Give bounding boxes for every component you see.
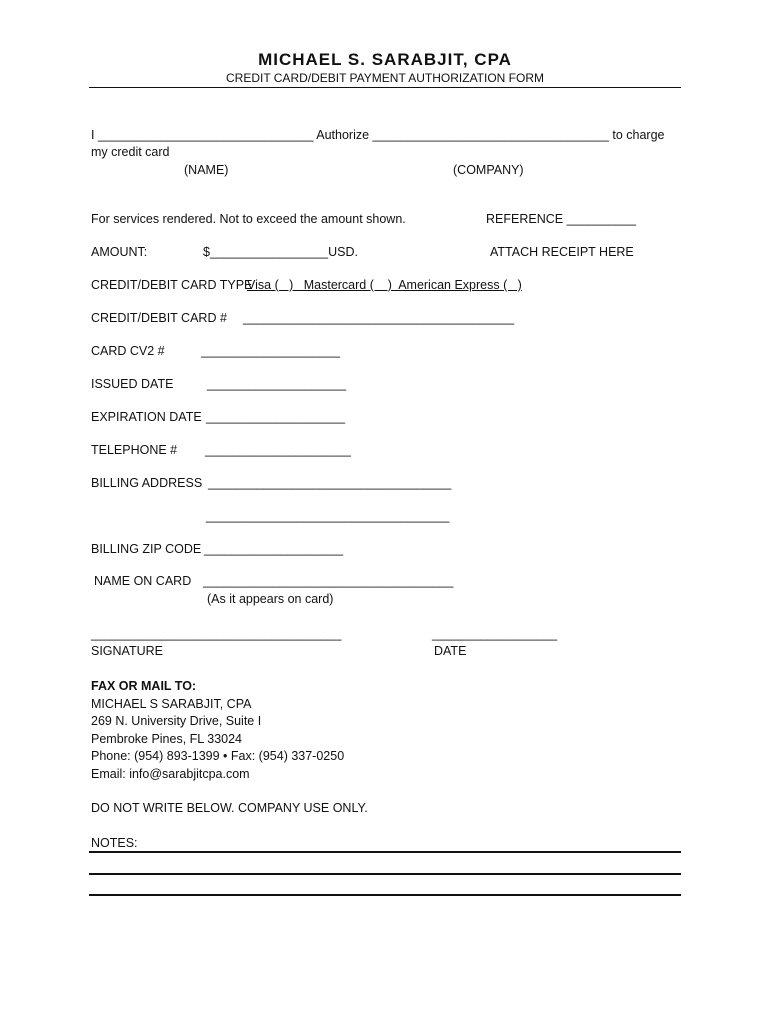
- amount-field[interactable]: $_________________USD.: [203, 245, 358, 259]
- authorization-continuation: my credit card: [91, 145, 170, 159]
- form-subtitle: CREDIT CARD/DEBIT PAYMENT AUTHORIZATION FORM: [225, 71, 545, 85]
- card-type-options[interactable]: Visa ( ) Mastercard ( ) American Express ( ): [247, 278, 522, 292]
- header-divider: [89, 87, 681, 88]
- issued-date-field[interactable]: ____________________: [207, 377, 347, 391]
- notes-line-3[interactable]: [89, 894, 681, 896]
- notes-line-1[interactable]: [89, 851, 681, 853]
- notes-line-2[interactable]: [89, 873, 681, 875]
- contact-city: Pembroke Pines, FL 33024: [91, 732, 243, 746]
- billing-address-label: BILLING ADDRESS: [91, 476, 203, 490]
- date-field[interactable]: __________________: [432, 627, 558, 641]
- contact-phone: Phone: (954) 893-1399 • Fax: (954) 337-0250: [91, 749, 345, 763]
- contact-name: MICHAEL S SARABJIT, CPA: [91, 697, 252, 711]
- card-number-label: CREDIT/DEBIT CARD #: [91, 311, 227, 325]
- amount-label: AMOUNT:: [91, 245, 148, 259]
- billing-zip-label: BILLING ZIP CODE: [91, 542, 202, 556]
- cv2-field[interactable]: ____________________: [201, 344, 341, 358]
- card-type-label: CREDIT/DEBIT CARD TYPE: [91, 278, 253, 292]
- issued-date-label: ISSUED DATE: [91, 377, 174, 391]
- name-caption: (NAME): [184, 163, 229, 177]
- services-text: For services rendered. Not to exceed the amount shown.: [91, 212, 406, 226]
- form-title: MICHAEL S. SARABJIT, CPA: [258, 50, 512, 69]
- signature-label: SIGNATURE: [91, 644, 163, 658]
- name-on-card-field[interactable]: ____________________________________: [203, 574, 454, 588]
- billing-address-field-1[interactable]: ___________________________________: [208, 476, 452, 490]
- billing-zip-field[interactable]: ____________________: [204, 542, 344, 556]
- company-use-notice: DO NOT WRITE BELOW. COMPANY USE ONLY.: [91, 801, 368, 815]
- authorization-line[interactable]: I _______________________________ Authorize __________________________________ to charge: [91, 128, 665, 142]
- company-caption: (COMPANY): [453, 163, 524, 177]
- date-label: DATE: [434, 644, 467, 658]
- name-on-card-label: NAME ON CARD: [94, 574, 192, 588]
- reference-field[interactable]: REFERENCE __________: [486, 212, 637, 226]
- expiration-date-label: EXPIRATION DATE: [91, 410, 202, 424]
- name-on-card-caption: (As it appears on card): [207, 592, 334, 606]
- signature-field[interactable]: ____________________________________: [91, 627, 342, 641]
- cv2-label: CARD CV2 #: [91, 344, 165, 358]
- contact-email: Email: info@sarabjitcpa.com: [91, 767, 250, 781]
- billing-address-field-2[interactable]: ___________________________________: [206, 509, 450, 523]
- telephone-label: TELEPHONE #: [91, 443, 178, 457]
- notes-label: NOTES:: [91, 836, 138, 850]
- attach-receipt-note: ATTACH RECEIPT HERE: [490, 245, 634, 259]
- card-number-field[interactable]: _______________________________________: [243, 311, 515, 325]
- expiration-date-field[interactable]: ____________________: [206, 410, 346, 424]
- contact-street: 269 N. University Drive, Suite I: [91, 714, 262, 728]
- telephone-field[interactable]: _____________________: [205, 443, 351, 457]
- contact-heading: FAX OR MAIL TO:: [91, 679, 197, 693]
